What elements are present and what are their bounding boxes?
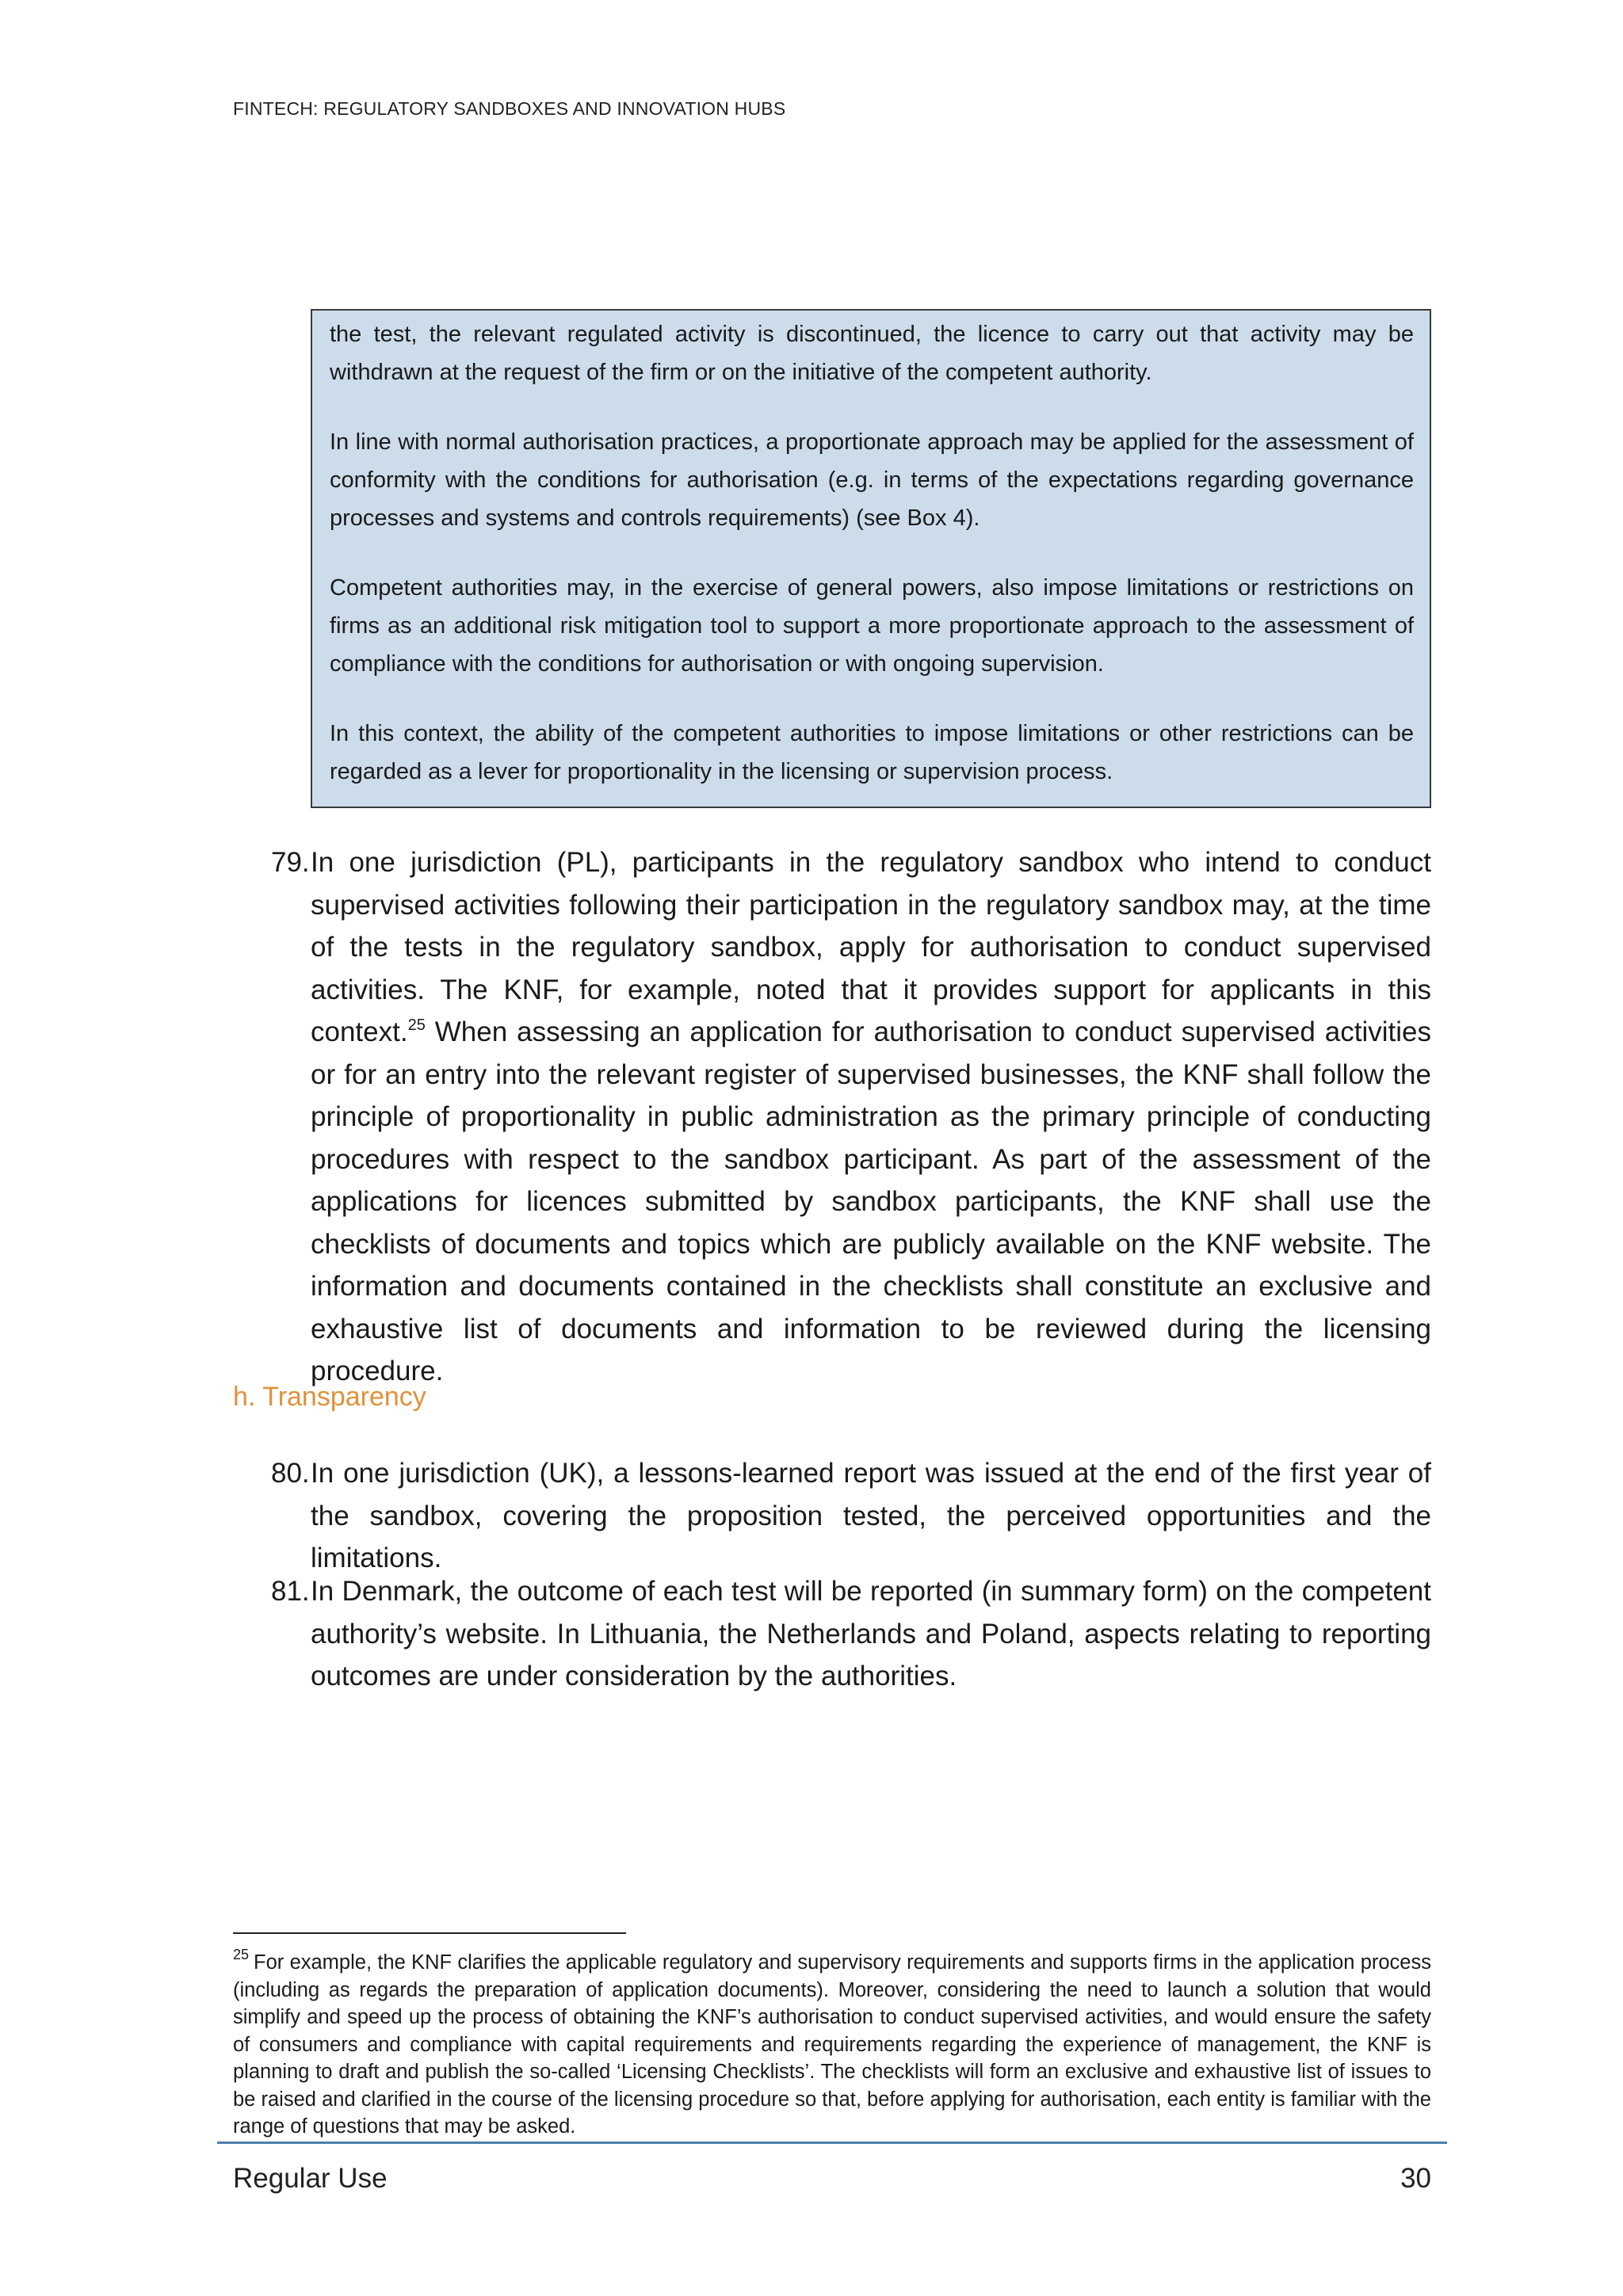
paragraph-number: 81. — [271, 1576, 310, 1607]
box-paragraph-3: Competent authorities may, in the exercise of general powers, also impose limitations or restrictions on firms as an additional risk mitigation tool to support a more proportionate approach to the assessment of compliance with the conditions for authorisation or with ongoing supervision. — [330, 575, 1414, 677]
paragraph-80 — [271, 1452, 1431, 1580]
paragraph-text-part: When assessing an application for authorisation to conduct supervised activities or for an entry into the relevant register of supervised businesses, the KNF shall follow the principle of proportionality in public administration as the primary principle of conducting procedures with respect to the sandbox participant. As part of the assessment of the applications for licences submitted by sandbox participants, the KNF shall use the checklists of documents and topics which are publicly available on the KNF website. The information and documents contained in the checklists shall constitute an exclusive and exhaustive list of documents and information to be reviewed during the licensing procedure. — [311, 1016, 1431, 1386]
box-paragraph-4: In this context, the ability of the competent authorities to impose limitations or other restrictions can be regarded as a lever for proportionality in the licensing or supervision process. — [330, 721, 1414, 784]
paragraph-79 — [271, 841, 1431, 1393]
box-paragraph-1: the test, the relevant regulated activity is discontinued, the licence to carry out that activity may be withdrawn at the request of the firm or on the initiative of the competent authority. — [330, 322, 1414, 385]
footnote-reference[interactable]: 25 — [407, 1016, 426, 1034]
running-header: FINTECH: REGULATORY SANDBOXES AND INNOVATION HUBS — [233, 98, 786, 119]
paragraph-text: In one jurisdiction (UK), a lessons-learned report was issued at the end of the first year of the sandbox, covering the proposition tested, the perceived opportunities and the limitations. — [311, 1458, 1431, 1573]
footer-rule — [217, 2142, 1447, 2144]
paragraph-number: 80. — [271, 1458, 310, 1489]
paragraph-text — [311, 841, 1431, 1393]
footnote-separator — [233, 1932, 626, 1934]
page-number: 30 — [1400, 2163, 1431, 2194]
paragraph-number: 79. — [271, 847, 310, 878]
info-box — [311, 309, 1431, 808]
footnote-number: 25 — [233, 1947, 250, 1962]
section-heading: h. Transparency — [233, 1382, 426, 1412]
paragraph-text-part: In one jurisdiction (PL), participants in the regulatory sandbox who intend to conduct supervised activities following their participation in the regulatory sandbox may, at the time of the tests in the regulatory sandbox, apply for authorisation to conduct supervised activities. The KNF, for example, noted that it provides support for applicants in this context. — [311, 847, 1431, 1047]
box-paragraph-2: In line with normal authorisation practices, a proportionate approach may be applied for the assessment of conformity with the conditions for authorisation (e.g. in terms of the expectations regarding governance processes and systems and controls requirements) (see Box 4). — [330, 429, 1414, 531]
paragraph-text: In Denmark, the outcome of each test will be reported (in summary form) on the competent authority’s website. In Lithuania, the Netherlands and Poland, aspects relating to reporting outcomes are under consideration by the authorities. — [311, 1576, 1431, 1691]
footnote — [233, 1949, 1431, 2141]
footnote-text: For example, the KNF clarifies the applicable regulatory and supervisory requirements and supports firms in the application process (including as regards the preparation of application documents). Moreover, considering the need to launch a solution that would simplify and speed up the process of obtaining the KNF’s authorisation to conduct supervised activities, and would ensure the safety of consumers and compliance with capital requirements and requirements regarding the experience of management, the KNF is planning to draft and publish the so-called ‘Licensing Checklists’. The checklists will form an exclusive and exhaustive list of issues to be raised and clarified in the course of the licensing procedure so that, before applying for authorisation, each entity is familiar with the range of questions that may be asked. — [233, 1951, 1431, 2138]
footer-classification: Regular Use — [233, 2163, 388, 2194]
paragraph-81 — [271, 1570, 1431, 1698]
